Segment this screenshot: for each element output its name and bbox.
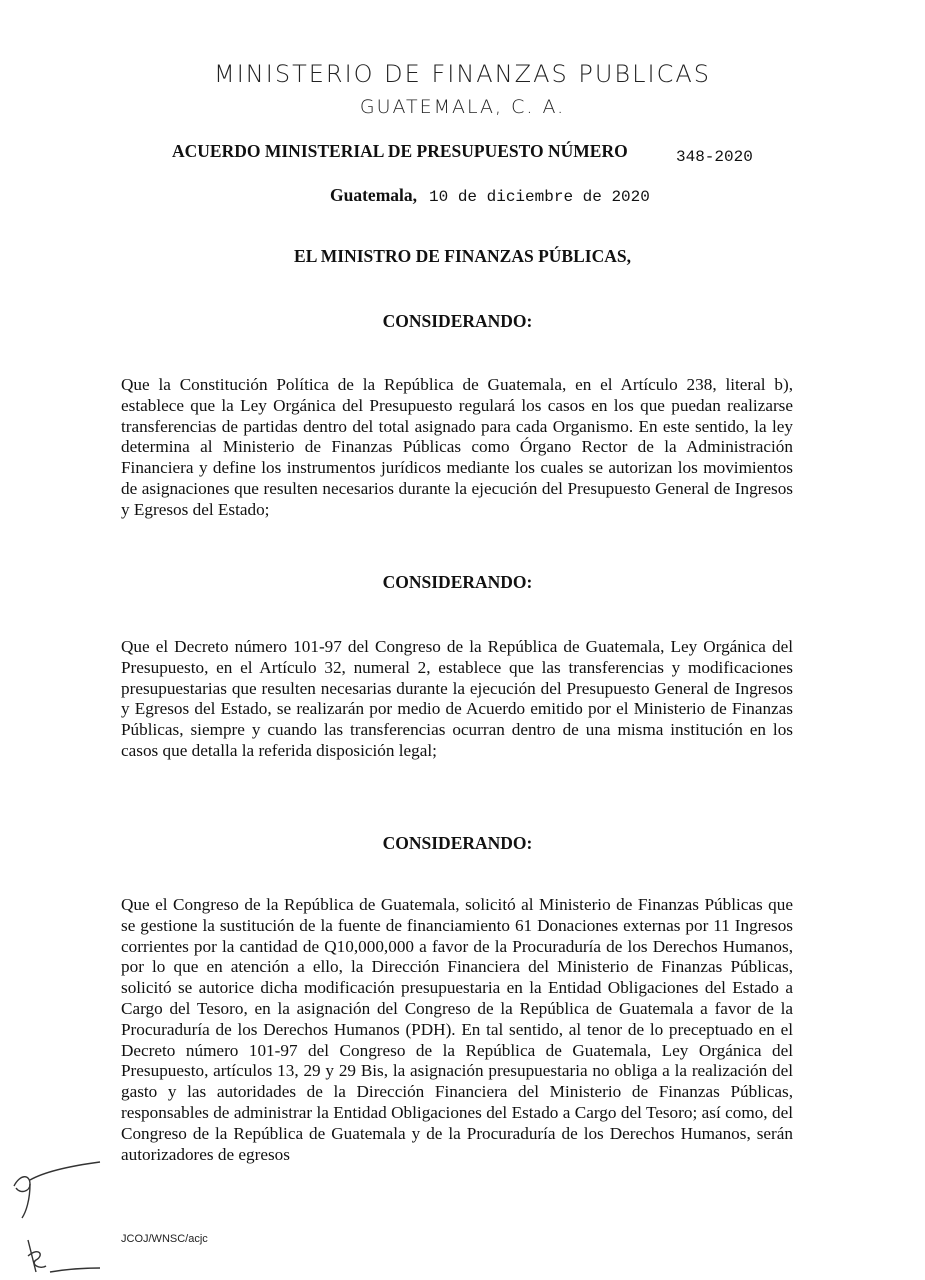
considerando-heading-3: CONSIDERANDO: (382, 833, 533, 853)
dateline-city: Guatemala, (330, 185, 418, 205)
considerando-heading-1: CONSIDERANDO: (382, 311, 533, 331)
dateline (330, 185, 830, 206)
footer-initials: JCOJ/WNSC/acjc (121, 1233, 208, 1245)
considerando-text-1: Que la Constitución Política de la República de Guatemala, en el Artículo 238, literal b), establece que la Ley Orgánica del Presupuesto regulará los casos en los que puedan realizarse transferencias de partidas dentro del total asignado para cada Organismo. En este sentido, la ley determina al Ministerio de Finanzas Públicas como Órgano Rector de la Administración Financiera y define los instrumentos jurídicos mediante los cuales se autorizan los movimientos de asignaciones que resulten necesarios durante la ejecución del Presupuesto General de Ingresos y Egresos del Estado; (121, 375, 793, 519)
acuerdo-label: ACUERDO MINISTERIAL DE PRESUPUESTO NÚMERO (172, 141, 628, 161)
minister-heading: EL MINISTRO DE FINANZAS PÚBLICAS, (294, 246, 631, 266)
acuerdo-number: 348-2020 (676, 148, 753, 166)
considerando-text-3: Que el Congreso de la República de Guatemala, solicitó al Ministerio de Finanzas Públicas que se gestione la sustitución de la fuente de financiamiento 61 Donaciones externas por 11 Ingresos corrientes por la cantidad de Q10,000,000 a favor de la Procuraduría de los Derechos Humanos, por lo que en atención a ello, la Dirección Financiera del Ministerio de Finanzas Públicas, solicitó se autorice dicha modificación presupuestaria en la Entidad Obligaciones del Estado a Cargo del Tesoro, en la asignación del Congreso de la República de Guatemala a favor de la Procuraduría de los Derechos Humanos (PDH). En tal sentido, al tenor de lo preceptuado en el Decreto número 101-97 del Congreso de la República de Guatemala, Ley Orgánica del Presupuesto, artículos 13, 29 y 29 Bis, la asignación presupuestaria no obliga a la realización del gasto y las autoridades de la Dirección Financiera del Ministerio de Finanzas Públicas, responsables de administrar la Entidad Obligaciones del Estado a Cargo del Tesoro; así como, del Congreso de la República de Guatemala y de la Procuraduría de los Derechos Humanos, serán autorizadores de egresos (121, 895, 793, 1164)
country-letterhead: GUATEMALA, C. A. (359, 96, 566, 118)
ministry-letterhead: MINISTERIO DE FINANZAS PUBLICAS (214, 60, 711, 88)
considerando-text-2: Que el Decreto número 101-97 del Congreso de la República de Guatemala, Ley Orgánica del Presupuesto, en el Artículo 32, numeral 2, establece que las transferencias y modificaciones presupuestarias que resulten necesarias durante la ejecución del Presupuesto General de Ingresos y Egresos del Estado, se realizarán por medio de Acuerdo emitido por el Ministerio de Finanzas Públicas, siempre y cuando las transferencias ocurran dentro de una misma institución en los casos que detalla la referida disposición legal; (121, 637, 793, 760)
dateline-date: 10 de diciembre de 2020 (429, 188, 650, 206)
considerando-heading-2: CONSIDERANDO: (382, 572, 533, 592)
handwritten-initials-mark (0, 1160, 110, 1280)
acuerdo-title (172, 141, 792, 166)
